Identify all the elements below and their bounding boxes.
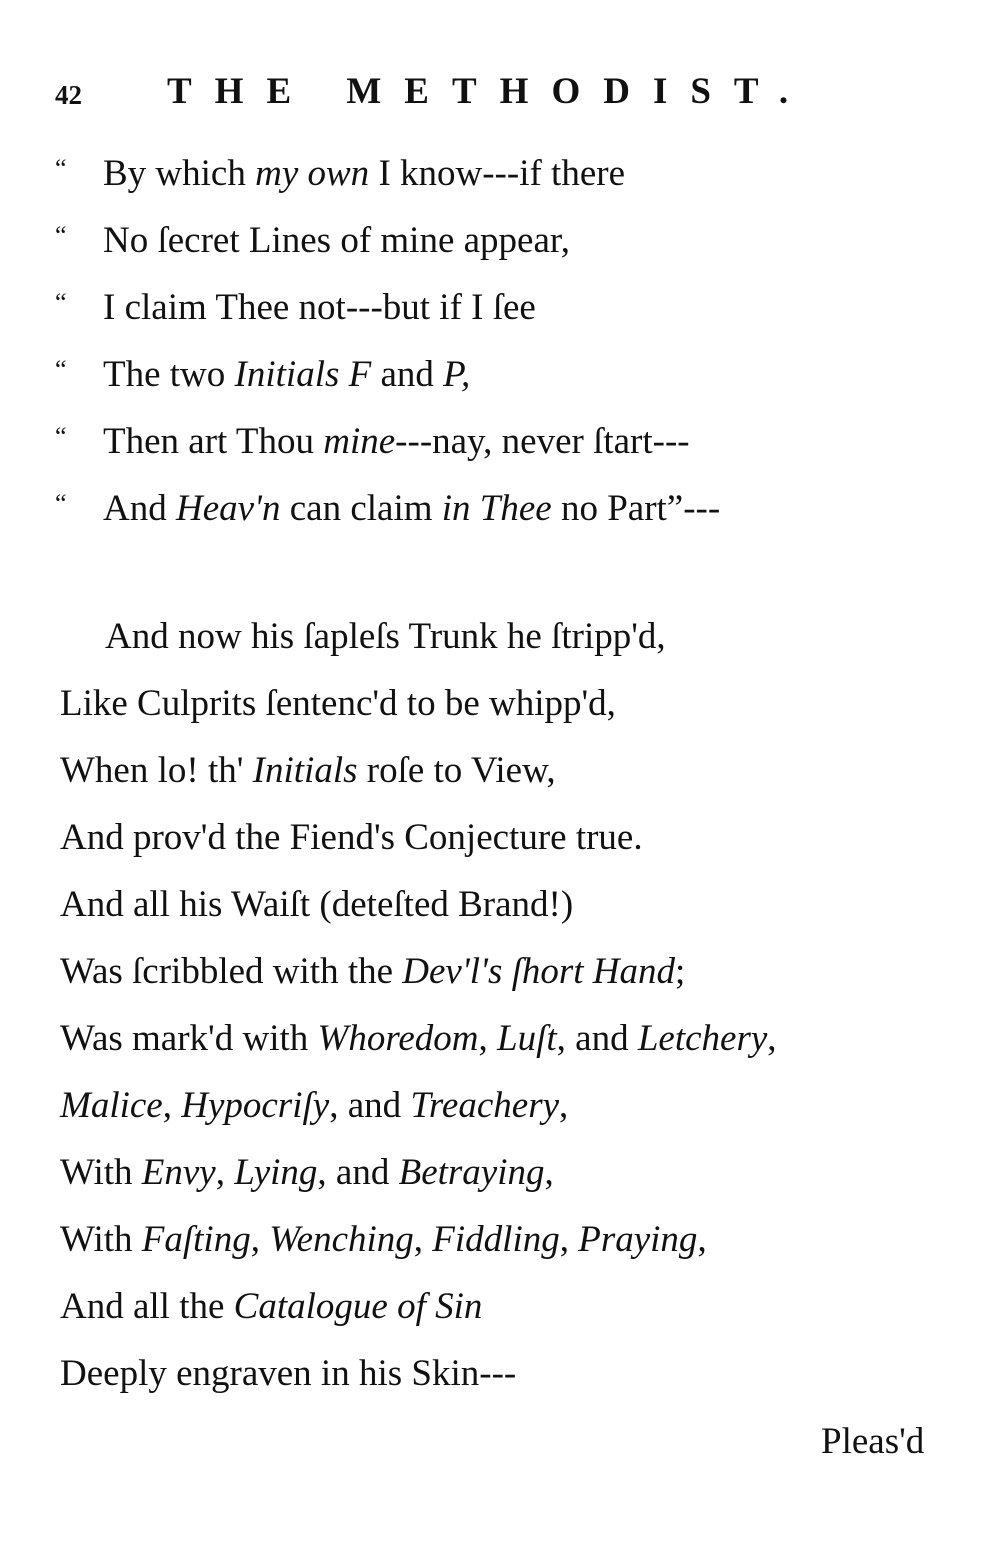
running-title: THE METHODIST. xyxy=(167,71,812,112)
verse-line: And all his Waiſt (deteſted Brand!) xyxy=(60,884,574,925)
verse-line: “ No ſecret Lines of mine appear, xyxy=(55,214,570,263)
verse-line: With Envy, Lying, and Betraying, xyxy=(60,1152,554,1193)
verse-line: And now his ſapleſs Trunk he ſtripp'd, xyxy=(105,616,666,657)
verse-line: With Faſting, Wenching, Fiddling, Praying, xyxy=(60,1219,707,1260)
verse-line: Malice, Hypocriſy, and Treachery, xyxy=(60,1085,569,1126)
verse-line: Was mark'd with Whoredom, Luſt, and Letchery, xyxy=(60,1018,777,1059)
verse-line: Was ſcribbled with the Dev'l's ſhort Hand; xyxy=(60,951,686,992)
catchword: Pleas'd xyxy=(821,1421,925,1462)
verse-line: “ And Heav'n can claim in Thee no Part”--- xyxy=(55,482,720,531)
quote-mark: “ xyxy=(55,154,67,183)
verse-line: “ By which my own I know---if there xyxy=(55,147,625,196)
page-number: 42 xyxy=(55,80,82,110)
quote-mark: “ xyxy=(55,422,67,451)
quote-mark: “ xyxy=(55,288,67,317)
verse-line: And prov'd the Fiend's Conjecture true. xyxy=(60,817,643,858)
page-header xyxy=(55,62,955,122)
verse-line: “ Then art Thou mine---nay, never ſtart--- xyxy=(55,415,690,464)
verse-line: Deeply engraven in his Skin--- xyxy=(60,1353,517,1394)
verse-line: Like Culprits ſentenc'd to be whipp'd, xyxy=(60,683,616,724)
verse-line: “ The two Initials F and P, xyxy=(55,348,470,397)
quote-mark: “ xyxy=(55,489,67,518)
quote-mark: “ xyxy=(55,221,67,250)
verse-line: “ I claim Thee not---but if I ſee xyxy=(55,281,536,330)
verse-line: When lo! th' Initials roſe to View, xyxy=(60,750,556,791)
quote-mark: “ xyxy=(55,355,67,384)
verse-line: And all the Catalogue of Sin xyxy=(60,1286,483,1327)
